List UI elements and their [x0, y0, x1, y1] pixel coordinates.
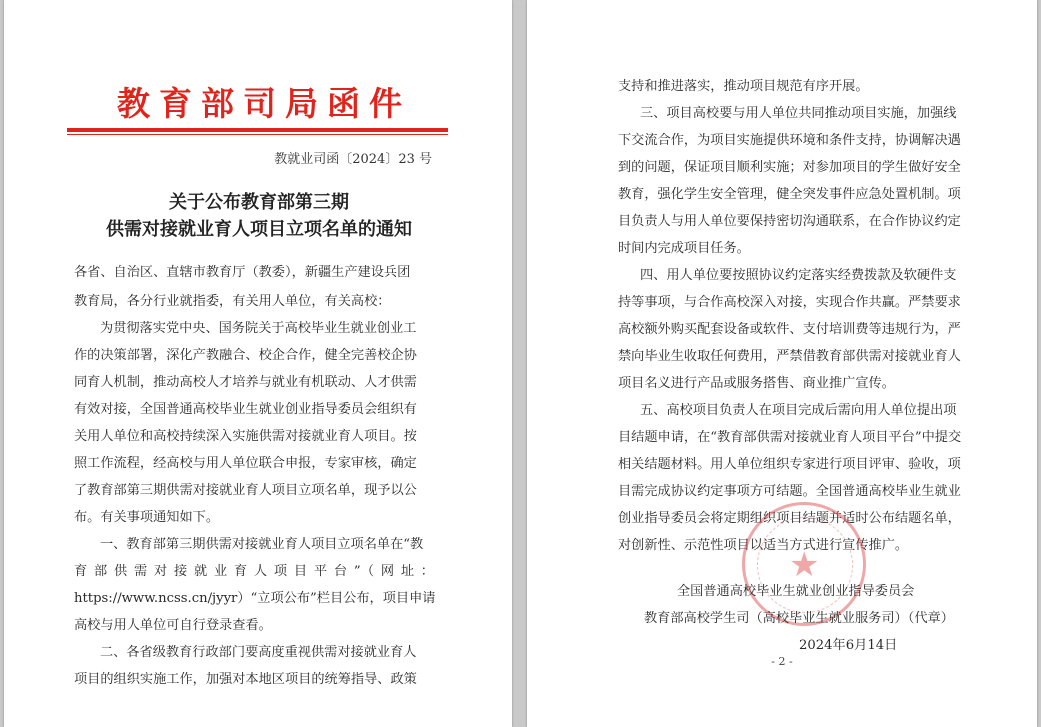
body-line: 目结题申请，在“教育部供需对接就业育人项目平台”中提交 [618, 430, 962, 445]
body-line: 一、教育部第三期供需对接就业育人项目立项名单在“教 [100, 537, 424, 552]
document-number: 教就业司函〔2024〕23 号 [274, 152, 432, 167]
body-line: 支持和推进落实，推动项目规范有序开展。 [618, 79, 869, 94]
body-line: 到的问题，保证项目顺利实施；对参加项目的学生做好安全 [618, 160, 961, 175]
body-line: 项目名义进行产品或服务搭售、商业推广宣传。 [618, 376, 895, 391]
body-line: 教育局，各分行业就指委，有关用人单位，有关高校： [74, 294, 391, 309]
document-title-line: 供需对接就业育人项目立项名单的通知 [106, 219, 412, 240]
body-line: 目负责人与用人单位要保持密切沟通联系，在合作协议约定 [618, 214, 961, 229]
body-line: 时间内完成项目任务。 [618, 241, 750, 256]
body-line: 高校额外购买配套设备或软件、支付培训费等违规行为，严 [618, 322, 961, 337]
body-line: 布。有关事项通知如下。 [74, 510, 220, 525]
body-line: 五、高校项目负责人在项目完成后需向用人单位提出项 [640, 403, 957, 418]
body-line: 创业指导委员会将定期组织项目结题并适时公布结题名单， [618, 511, 961, 526]
body-line: 下交流合作，为项目实施提供环境和条件支持，协调解决遇 [618, 133, 961, 148]
document-page-1 [4, 0, 512, 727]
body-line: 了教育部第三期供需对接就业育人项目立项名单，现予以公 [74, 483, 417, 498]
document-title-line: 关于公布教育部第三期 [169, 192, 349, 213]
body-line: 作的决策部署，深化产教融合、校企合作，健全完善校企协 [74, 348, 417, 363]
seal-star-icon: ★ [789, 545, 820, 585]
body-line: 同育人机制，推动高校人才培养与就业有机联动、人才供需 [74, 375, 417, 390]
body-line: 高校与用人单位可自行登录查看。 [74, 618, 272, 633]
signature-organization: 全国普通高校毕业生就业创业指导委员会 [677, 584, 915, 599]
body-line: 禁向毕业生收取任何费用，严禁借教育部供需对接就业育人 [618, 349, 961, 364]
body-line: 照工作流程，经高校与用人单位联合申报，专家审核，确定 [74, 456, 417, 471]
body-line: 目需完成协议约定事项方可结题。全国普通高校毕业生就业 [618, 484, 961, 499]
body-line: 各省、自治区、直辖市教育厅（教委），新疆生产建设兵团 [74, 265, 411, 280]
body-line: 有效对接，全国普通高校毕业生就业创业指导委员会组织有 [74, 402, 417, 417]
letterhead-title: 教育部司局函件 [117, 84, 411, 123]
body-line: 相关结题材料。用人单位组织专家进行项目评审、验收，项 [618, 457, 961, 472]
signature-date: 2024年6月14日 [799, 638, 898, 653]
page-number: - 2 - [771, 655, 793, 668]
body-line-url: https://www.ncss.cn/jyyr）“立项公布”栏目公布，项目申请 [74, 591, 436, 606]
body-line: 四、用人单位要按照协议约定落实经费拨款及软硬件支 [640, 268, 957, 283]
body-line: 项目的组织实施工作，加强对本地区项目的统筹指导、政策 [74, 672, 417, 687]
body-line: 关用人单位和高校持续深入实施供需对接就业育人项目。按 [74, 429, 417, 444]
letterhead-red-rule-thin [67, 134, 448, 135]
body-line: 二、各省级教育行政部门要高度重视供需对接就业育人 [100, 645, 417, 660]
signature-department: 教育部高校学生司（高校毕业生就业服务司）（代章） [644, 611, 954, 626]
body-line: 三、项目高校要与用人单位共同推动项目实施，加强线 [640, 106, 957, 121]
body-line: 对创新性、示范性项目以适当方式进行宣传推广。 [618, 538, 909, 553]
letterhead-red-rule [67, 128, 448, 132]
body-line: 持等事项，与合作高校深入对接，实现合作共赢。严禁要求 [618, 295, 961, 310]
body-line: 教育，强化学生安全管理，健全突发事件应急处置机制。项 [618, 187, 961, 202]
document-page-2 [527, 0, 1037, 727]
body-line: 育部供需对接就业育人项目平台”（网址： [74, 564, 434, 579]
body-line: 为贯彻落实党中央、国务院关于高校毕业生就业创业工 [100, 321, 417, 336]
